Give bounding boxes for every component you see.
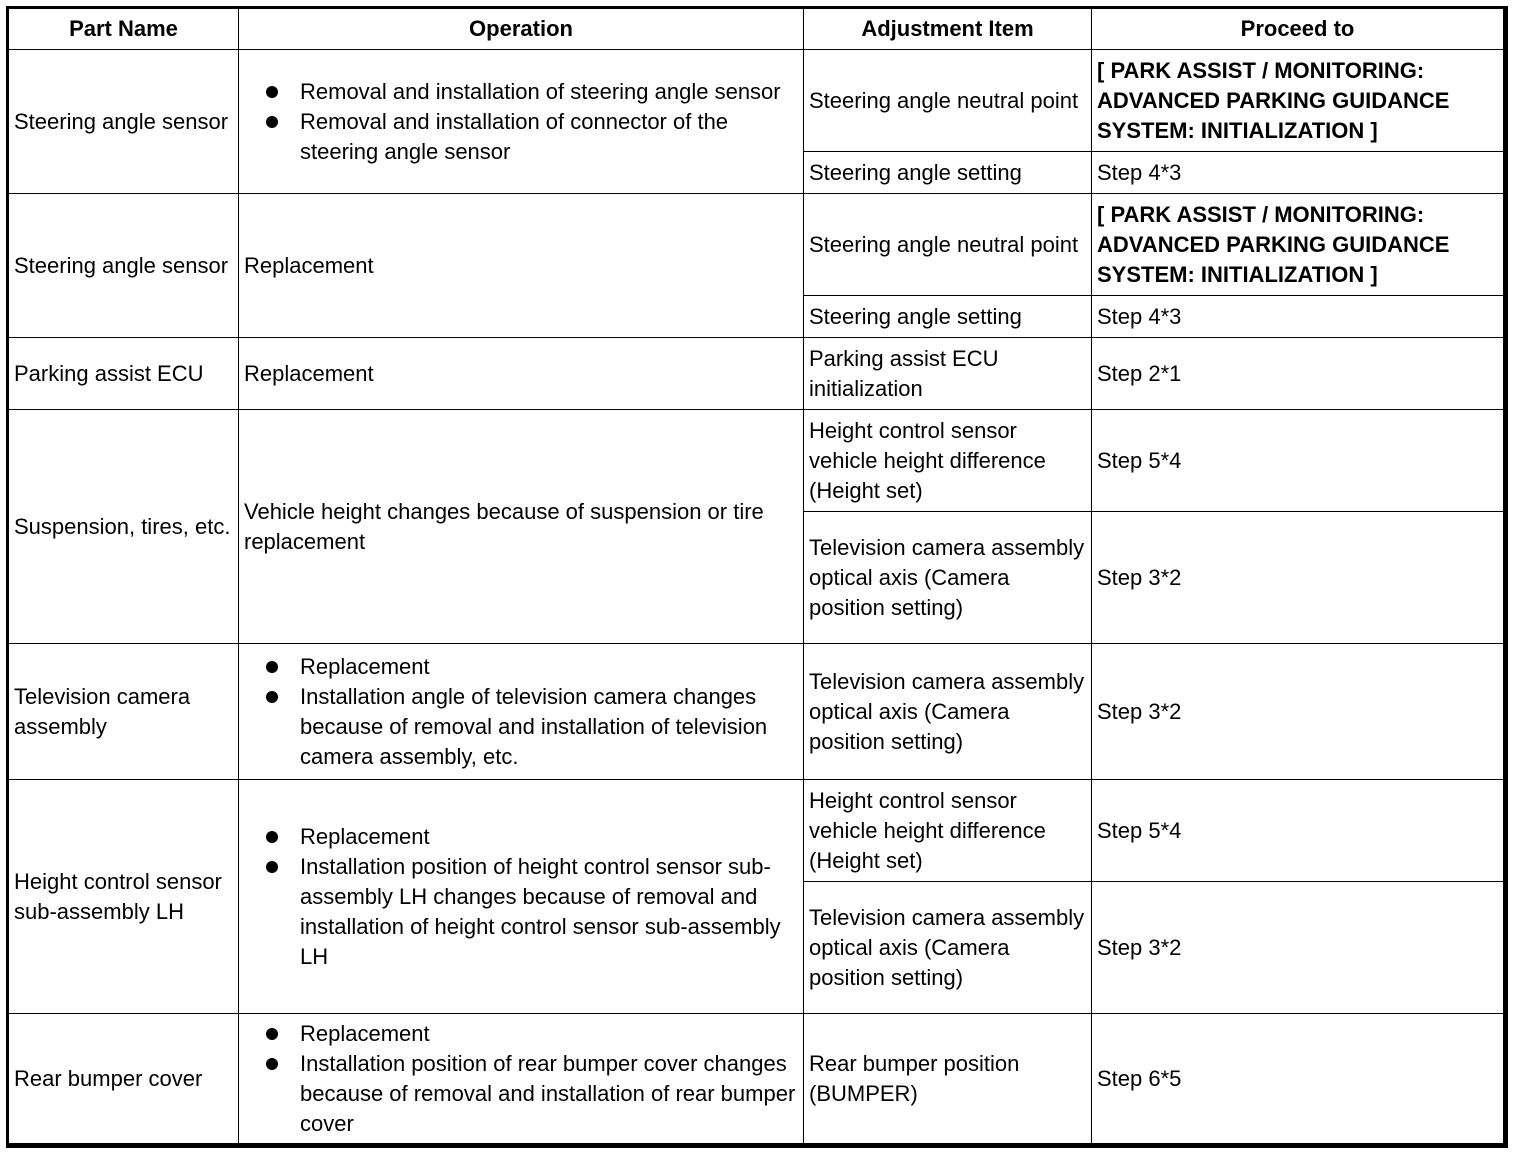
adjustment-item-cell: Steering angle setting: [804, 152, 1092, 194]
part-name-cell: Television camera assembly: [8, 644, 239, 780]
operation-list: [244, 1019, 803, 1139]
adjustment-table-container: [6, 6, 1508, 1148]
adjustment-item-cell: Television camera assembly optical axis (Camera position setting): [804, 882, 1092, 1014]
operation-cell: Replacement: [239, 338, 804, 410]
operation-item: Installation position of height control sensor sub-assembly LH changes because of removal and installation of height control sensor sub-assembly LH: [262, 852, 803, 972]
operation-item: Replacement: [262, 1019, 803, 1049]
header-operation: Operation: [239, 8, 804, 50]
operation-list: [244, 652, 803, 772]
operation-item: Replacement: [262, 822, 803, 852]
part-name-cell: Rear bumper cover: [8, 1014, 239, 1146]
proceed-to-cell: Step 6*5: [1092, 1014, 1506, 1146]
adjustment-item-cell: Steering angle neutral point: [804, 50, 1092, 152]
proceed-to-cell: Step 3*2: [1092, 882, 1506, 1014]
part-name-cell: Suspension, tires, etc.: [8, 410, 239, 644]
adjustment-item-cell: Height control sensor vehicle height difference (Height set): [804, 780, 1092, 882]
table-row: [8, 50, 1506, 152]
header-adjustment-item: Adjustment Item: [804, 8, 1092, 50]
adjustment-item-cell: Steering angle neutral point: [804, 194, 1092, 296]
proceed-to-cell: Step 2*1: [1092, 338, 1506, 410]
proceed-to-cell: Step 5*4: [1092, 780, 1506, 882]
adjustment-item-cell: Steering angle setting: [804, 296, 1092, 338]
part-name-cell: Steering angle sensor: [8, 194, 239, 338]
operation-cell: [239, 780, 804, 1014]
proceed-to-link[interactable]: [ PARK ASSIST / MONITORING: ADVANCED PARKING GUIDANCE SYSTEM: INITIALIZATION ]: [1092, 50, 1506, 152]
operation-list: [244, 822, 803, 972]
adjustment-item-cell: Television camera assembly optical axis (Camera position setting): [804, 644, 1092, 780]
operation-item: Removal and installation of connector of the steering angle sensor: [262, 107, 803, 167]
table-row: [8, 780, 1506, 882]
operation-item: Installation angle of television camera changes because of removal and installation of television camera assembly, etc.: [262, 682, 803, 772]
proceed-to-cell: Step 3*2: [1092, 644, 1506, 780]
header-part-name: Part Name: [8, 8, 239, 50]
table-row: [8, 194, 1506, 296]
operation-list: [244, 77, 803, 167]
header-proceed-to: Proceed to: [1092, 8, 1506, 50]
proceed-to-cell: Step 3*2: [1092, 512, 1506, 644]
operation-cell: Replacement: [239, 194, 804, 338]
operation-item: Removal and installation of steering angle sensor: [262, 77, 803, 107]
part-name-cell: Parking assist ECU: [8, 338, 239, 410]
table-row: [8, 1014, 1506, 1146]
adjustment-table: [6, 6, 1508, 1148]
proceed-to-link[interactable]: [ PARK ASSIST / MONITORING: ADVANCED PARKING GUIDANCE SYSTEM: INITIALIZATION ]: [1092, 194, 1506, 296]
table-row: [8, 338, 1506, 410]
adjustment-item-cell: Height control sensor vehicle height difference (Height set): [804, 410, 1092, 512]
adjustment-item-cell: Parking assist ECU initialization: [804, 338, 1092, 410]
part-name-cell: Steering angle sensor: [8, 50, 239, 194]
operation-item: Replacement: [262, 652, 803, 682]
proceed-to-cell: Step 5*4: [1092, 410, 1506, 512]
operation-cell: [239, 644, 804, 780]
header-row: [8, 8, 1506, 50]
table-row: [8, 644, 1506, 780]
operation-item: Installation position of rear bumper cover changes because of removal and installation of rear bumper cover: [262, 1049, 803, 1139]
proceed-to-cell: Step 4*3: [1092, 296, 1506, 338]
operation-cell: Vehicle height changes because of suspension or tire replacement: [239, 410, 804, 644]
table-row: [8, 410, 1506, 512]
part-name-cell: Height control sensor sub-assembly LH: [8, 780, 239, 1014]
operation-cell: [239, 50, 804, 194]
operation-cell: [239, 1014, 804, 1146]
adjustment-item-cell: Rear bumper position (BUMPER): [804, 1014, 1092, 1146]
proceed-to-cell: Step 4*3: [1092, 152, 1506, 194]
adjustment-item-cell: Television camera assembly optical axis (Camera position setting): [804, 512, 1092, 644]
